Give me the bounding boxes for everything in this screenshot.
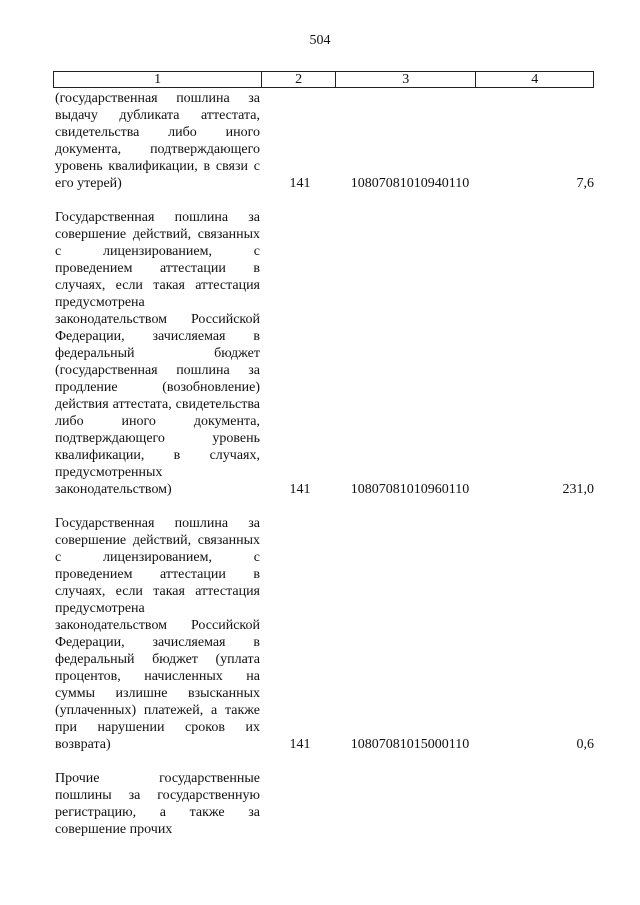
column-header-2: 2 (262, 72, 336, 87)
column-header-4: 4 (531, 72, 539, 87)
row-budget-code: 10807081010940110 (350, 176, 470, 191)
row-amount: 7,6 (576, 176, 594, 191)
row-amount: 231,0 (562, 482, 594, 497)
row-description: Государственная пошлина за совершение действий, связанных с лицензированием, с проведением аттестации в случаях, если такая аттестация предусмотрена законодательством Российской Федерации, зачисляемая в федеральный бюджет (уплата процентов, начисленных на суммы излишне взысканных (уплаченных) платежей, а также при нарушении сроков их возврата) (55, 516, 260, 752)
row-admin-code: 141 (289, 176, 311, 191)
row-admin-code: 141 (289, 737, 311, 752)
row-description: (государственная пошлина за выдачу дубликата аттестата, свидетельства либо иного документа, подтверждающего уровень квалификации, в связи с его утерей) (55, 91, 260, 191)
page-number: 504 (309, 33, 331, 48)
table-row (55, 209, 594, 498)
column-header-3: 3 (336, 72, 476, 87)
table-header (53, 71, 594, 88)
row-admin-code: 141 (289, 482, 311, 497)
table-row (55, 770, 594, 838)
table-body (55, 90, 594, 855)
table-row (55, 515, 594, 753)
row-description: Прочие государственные пошлины за государственную регистрацию, а также за совершение прочих (55, 771, 260, 837)
row-budget-code: 10807081015000110 (350, 737, 470, 752)
row-description: Государственная пошлина за совершение действий, связанных с лицензированием, с проведением аттестации в случаях, если такая аттестация предусмотрена законодательством Российской Федерации, зачисляемая в федеральный бюджет (государственная пошлина за продление (возобновление) действия аттестата, свидетельства либо иного документа, подтверждающего уровень квалификации, в случаях, предусмотренных законодательством) (55, 210, 260, 497)
table-row (55, 90, 594, 192)
column-header-1: 1 (54, 72, 262, 87)
row-budget-code: 10807081010960110 (350, 482, 470, 497)
row-amount: 0,6 (576, 737, 594, 752)
